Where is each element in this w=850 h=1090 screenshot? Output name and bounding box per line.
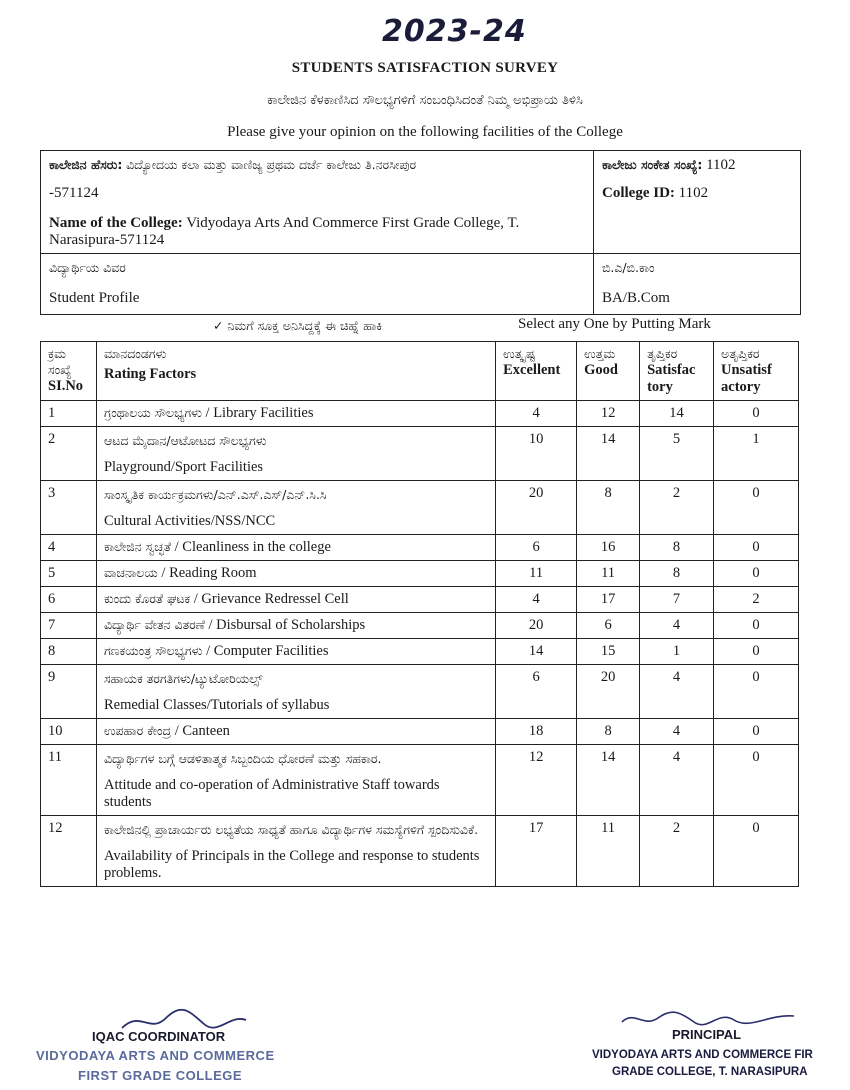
row-number: 2: [41, 427, 97, 481]
rating-factor: [96, 816, 495, 887]
table-row: [41, 719, 799, 745]
good-count: 8: [577, 719, 640, 745]
table-row: [41, 427, 799, 481]
factor-kn: ವಾಚನಾಲಯ: [103, 565, 158, 580]
principal-institution-line2: GRADE COLLEGE, T. NARASIPURA: [612, 1066, 808, 1078]
unsatisfactory-count: 0: [714, 816, 799, 887]
table-header-row: [41, 342, 799, 401]
header-slno: ಕ್ರಮ ಸಂಖ್ಯೆ SI.No: [41, 342, 97, 401]
good-count: 8: [577, 481, 640, 535]
course-cell: [594, 254, 800, 314]
satisfactory-count: 8: [640, 561, 714, 587]
satisfactory-count: 14: [640, 401, 714, 427]
college-id-value: 1102: [678, 185, 709, 201]
good-count: 12: [577, 401, 640, 427]
table-row: [41, 535, 799, 561]
college-name-kn-label: ಕಾಲೇಜಿನ ಹೆಸರು:: [49, 157, 123, 172]
factor-en: Playground/Sport Facilities: [103, 459, 264, 475]
good-count: 20: [577, 665, 640, 719]
good-count: 6: [577, 613, 640, 639]
row-number: 1: [41, 401, 97, 427]
header-excellent: ಉತ್ಕೃಷ್ಟ Excellent: [496, 342, 577, 401]
factor-en: / Computer Facilities: [206, 643, 329, 659]
factor-en: Attitude and co-operation of Administrative Staff towards students: [103, 777, 440, 810]
college-id-label: College ID:: [602, 185, 675, 201]
unsatisfactory-count: 0: [714, 745, 799, 816]
good-count: 15: [577, 639, 640, 665]
table-row: [41, 587, 799, 613]
rating-factor: [96, 401, 495, 427]
rating-factor: [96, 665, 495, 719]
excellent-count: 6: [496, 535, 577, 561]
table-row: [41, 665, 799, 719]
row-number: 9: [41, 665, 97, 719]
excellent-count: 12: [496, 745, 577, 816]
student-profile-row: [41, 254, 800, 314]
unsatisfactory-count: 0: [714, 401, 799, 427]
satisfactory-count: 2: [640, 481, 714, 535]
factor-kn: ಆಟದ ಮೈದಾನ/ಆಟೋಟದ ಸೌಲಭ್ಯಗಳು: [103, 433, 267, 448]
factor-kn: ಸಾಂಸ್ಕೃತಿಕ ಕಾರ್ಯಕ್ರಮಗಳು/ಎನ್.ಎಸ್.ಎಸ್/ಎನ್.ಸಿ.ಸಿ: [103, 487, 327, 502]
factor-kn: ಉಪಹಾರ ಕೇಂದ್ರ: [103, 723, 172, 738]
rating-factor: [96, 587, 495, 613]
factor-kn: ಗ್ರಂಥಾಲಯ ಸೌಲಭ್ಯಗಳು: [103, 405, 202, 420]
row-number: 8: [41, 639, 97, 665]
satisfactory-count: 1: [640, 639, 714, 665]
factor-kn: ಸಹಾಯಕ ತರಗತಿಗಳು/ಟ್ಯುಟೋರಿಯಲ್ಸ್: [103, 671, 263, 686]
row-number: 10: [41, 719, 97, 745]
table-row: [41, 481, 799, 535]
excellent-count: 17: [496, 816, 577, 887]
rating-factor: [96, 745, 495, 816]
table-row: [41, 401, 799, 427]
principal-institution-line1: VIDYODAYA ARTS AND COMMERCE FIR: [592, 1049, 813, 1061]
unsatisfactory-count: 0: [714, 613, 799, 639]
factor-kn: ಕಾಲೇಜಿನ ಸ್ವಚ್ಛತೆ: [103, 539, 172, 554]
student-profile-kn: ವಿದ್ಯಾರ್ಥಿಯ ವಿವರ: [49, 260, 126, 275]
unsatisfactory-count: 0: [714, 719, 799, 745]
table-row: [41, 745, 799, 816]
header-unsatisfactory: ಅತೃಪ್ತಿಕರ Unsatisf actory: [714, 342, 799, 401]
header-rating-factors: ಮಾನದಂಡಗಳು Rating Factors: [96, 342, 495, 401]
factor-kn: ವಿದ್ಯಾರ್ಥಿಗಳ ಬಗ್ಗೆ ಆಡಳಿತಾತ್ಮಕ ಸಿಬ್ಬಂದಿಯ ಧೋರಣೆ ಮತ್ತು ಸಹಕಾರ.: [103, 751, 382, 766]
row-number: 12: [41, 816, 97, 887]
rating-factor: [96, 719, 495, 745]
row-number: 7: [41, 613, 97, 639]
table-row: [41, 561, 799, 587]
satisfactory-count: 8: [640, 535, 714, 561]
rating-factor: [96, 535, 495, 561]
handwritten-year: 2023-24: [382, 14, 527, 49]
course-kn: ಬಿ.ಎ/ಬಿ.ಕಾಂ: [602, 260, 655, 275]
factor-en: / Library Facilities: [205, 405, 314, 421]
rating-table: [40, 341, 799, 887]
factor-en: Remedial Classes/Tutorials of syllabus: [103, 697, 330, 713]
excellent-count: 10: [496, 427, 577, 481]
satisfactory-count: 4: [640, 613, 714, 639]
table-row: [41, 613, 799, 639]
rating-factor: [96, 639, 495, 665]
factor-en: / Disbursal of Scholarships: [208, 617, 366, 633]
table-row: [41, 816, 799, 887]
header-good: ಉತ್ತಮ Good: [577, 342, 640, 401]
good-count: 11: [577, 816, 640, 887]
coordinator-role: IQAC COORDINATOR: [92, 1029, 226, 1044]
satisfactory-count: 4: [640, 719, 714, 745]
header-satisfactory: ತೃಪ್ತಿಕರ Satisfac tory: [640, 342, 714, 401]
coordinator-institution-line1: VIDYODAYA ARTS AND COMMERCE: [36, 1048, 275, 1063]
rating-factor: [96, 427, 495, 481]
college-name-row: [41, 151, 800, 254]
instruction-en: Select any One by Putting Mark: [518, 316, 711, 332]
excellent-count: 18: [496, 719, 577, 745]
row-number: 6: [41, 587, 97, 613]
row-number: 4: [41, 535, 97, 561]
row-number: 3: [41, 481, 97, 535]
student-profile-cell: [41, 254, 594, 314]
factor-en: Availability of Principals in the College and response to students problems.: [103, 848, 480, 881]
factor-en: / Reading Room: [161, 565, 257, 581]
factor-kn: ಕಾಲೇಜಿನಲ್ಲಿ ಪ್ರಾಚಾರ್ಯರು ಲಭ್ಯತೆಯ ಸಾಧ್ಯತೆ ಹಾಗೂ ವಿದ್ಯಾರ್ಥಿಗಳ ಸಮಸ್ಯೆಗಳಿಗೆ ಸ್ಪಂದಿಸುವಿಕೆ.: [103, 822, 479, 837]
satisfactory-count: 4: [640, 665, 714, 719]
rating-factor: [96, 561, 495, 587]
college-name-cell: [41, 151, 594, 253]
good-count: 17: [577, 587, 640, 613]
excellent-count: 4: [496, 587, 577, 613]
factor-en: / Grievance Redressel Cell: [193, 591, 349, 607]
good-count: 11: [577, 561, 640, 587]
college-code-kn-label: ಕಾಲೇಜು ಸಂಕೇತ ಸಂಖ್ಯೆ:: [602, 157, 703, 172]
college-code-kn-value: 1102: [706, 157, 736, 173]
row-number: 5: [41, 561, 97, 587]
satisfactory-count: 4: [640, 745, 714, 816]
factor-kn: ಗಣಕಯಂತ್ರ ಸೌಲಭ್ಯಗಳು: [103, 643, 203, 658]
college-info-box: [40, 150, 801, 315]
college-name-kn-pin: -571124: [49, 185, 99, 201]
unsatisfactory-count: 0: [714, 665, 799, 719]
unsatisfactory-count: 0: [714, 561, 799, 587]
good-count: 16: [577, 535, 640, 561]
table-row: [41, 639, 799, 665]
factor-en: / Cleanliness in the college: [174, 539, 331, 555]
excellent-count: 4: [496, 401, 577, 427]
instruction-kn: ✓ ನಿಮಗೆ ಸೂಕ್ತ ಅನಿಸಿದ್ದಕ್ಕೆ ಈ ಚಿಹ್ನೆ ಹಾಕಿ: [213, 318, 383, 333]
satisfactory-count: 2: [640, 816, 714, 887]
excellent-count: 14: [496, 639, 577, 665]
coordinator-institution-line2: FIRST GRADE COLLEGE: [78, 1068, 243, 1083]
excellent-count: 20: [496, 481, 577, 535]
subtitle-english: Please give your opinion on the following facilities of the College: [227, 124, 623, 140]
subtitle-kannada: ಕಾಲೇಜಿನ ಕೆಳಕಾಣಿಸಿದ ಸೌಲಭ್ಯಗಳಿಗೆ ಸಂಬಂಧಿಸಿದಂತೆ ನಿಮ್ಮ ಅಭಿಪ್ರಾಯ ತಿಳಿಸಿ: [267, 93, 583, 108]
student-profile-en: Student Profile: [49, 290, 140, 306]
excellent-count: 11: [496, 561, 577, 587]
good-count: 14: [577, 427, 640, 481]
page-title: STUDENTS SATISFACTION SURVEY: [291, 60, 559, 76]
unsatisfactory-count: 0: [714, 535, 799, 561]
unsatisfactory-count: 0: [714, 639, 799, 665]
factor-kn: ಕುಂದು ಕೊರತೆ ಘಟಕ: [103, 591, 191, 606]
factor-en: / Canteen: [174, 723, 230, 739]
factor-kn: ವಿದ್ಯಾರ್ಥಿ ವೇತನ ವಿತರಣೆ: [103, 617, 205, 632]
factor-en: Cultural Activities/NSS/NCC: [103, 513, 276, 529]
unsatisfactory-count: 1: [714, 427, 799, 481]
satisfactory-count: 7: [640, 587, 714, 613]
good-count: 14: [577, 745, 640, 816]
course-en: BA/B.Com: [602, 290, 670, 306]
rating-factor: [96, 613, 495, 639]
unsatisfactory-count: 2: [714, 587, 799, 613]
unsatisfactory-count: 0: [714, 481, 799, 535]
college-name-kn-value: ವಿದ್ಯೋದಯ ಕಲಾ ಮತ್ತು ವಾಣಿಜ್ಯ ಪ್ರಥಮ ದರ್ಜೆ ಕಾಲೇಜು ತಿ.ನರಸೀಪುರ: [126, 157, 417, 172]
excellent-count: 20: [496, 613, 577, 639]
college-name-en-value: Vidyodaya Arts And Commerce First Grade College, T. Narasipura-571124: [49, 215, 520, 248]
college-code-cell: [594, 151, 800, 253]
college-name-en-label: Name of the College:: [49, 215, 183, 231]
rating-factor: [96, 481, 495, 535]
excellent-count: 6: [496, 665, 577, 719]
row-number: 11: [41, 745, 97, 816]
principal-role: PRINCIPAL: [672, 1027, 742, 1042]
satisfactory-count: 5: [640, 427, 714, 481]
